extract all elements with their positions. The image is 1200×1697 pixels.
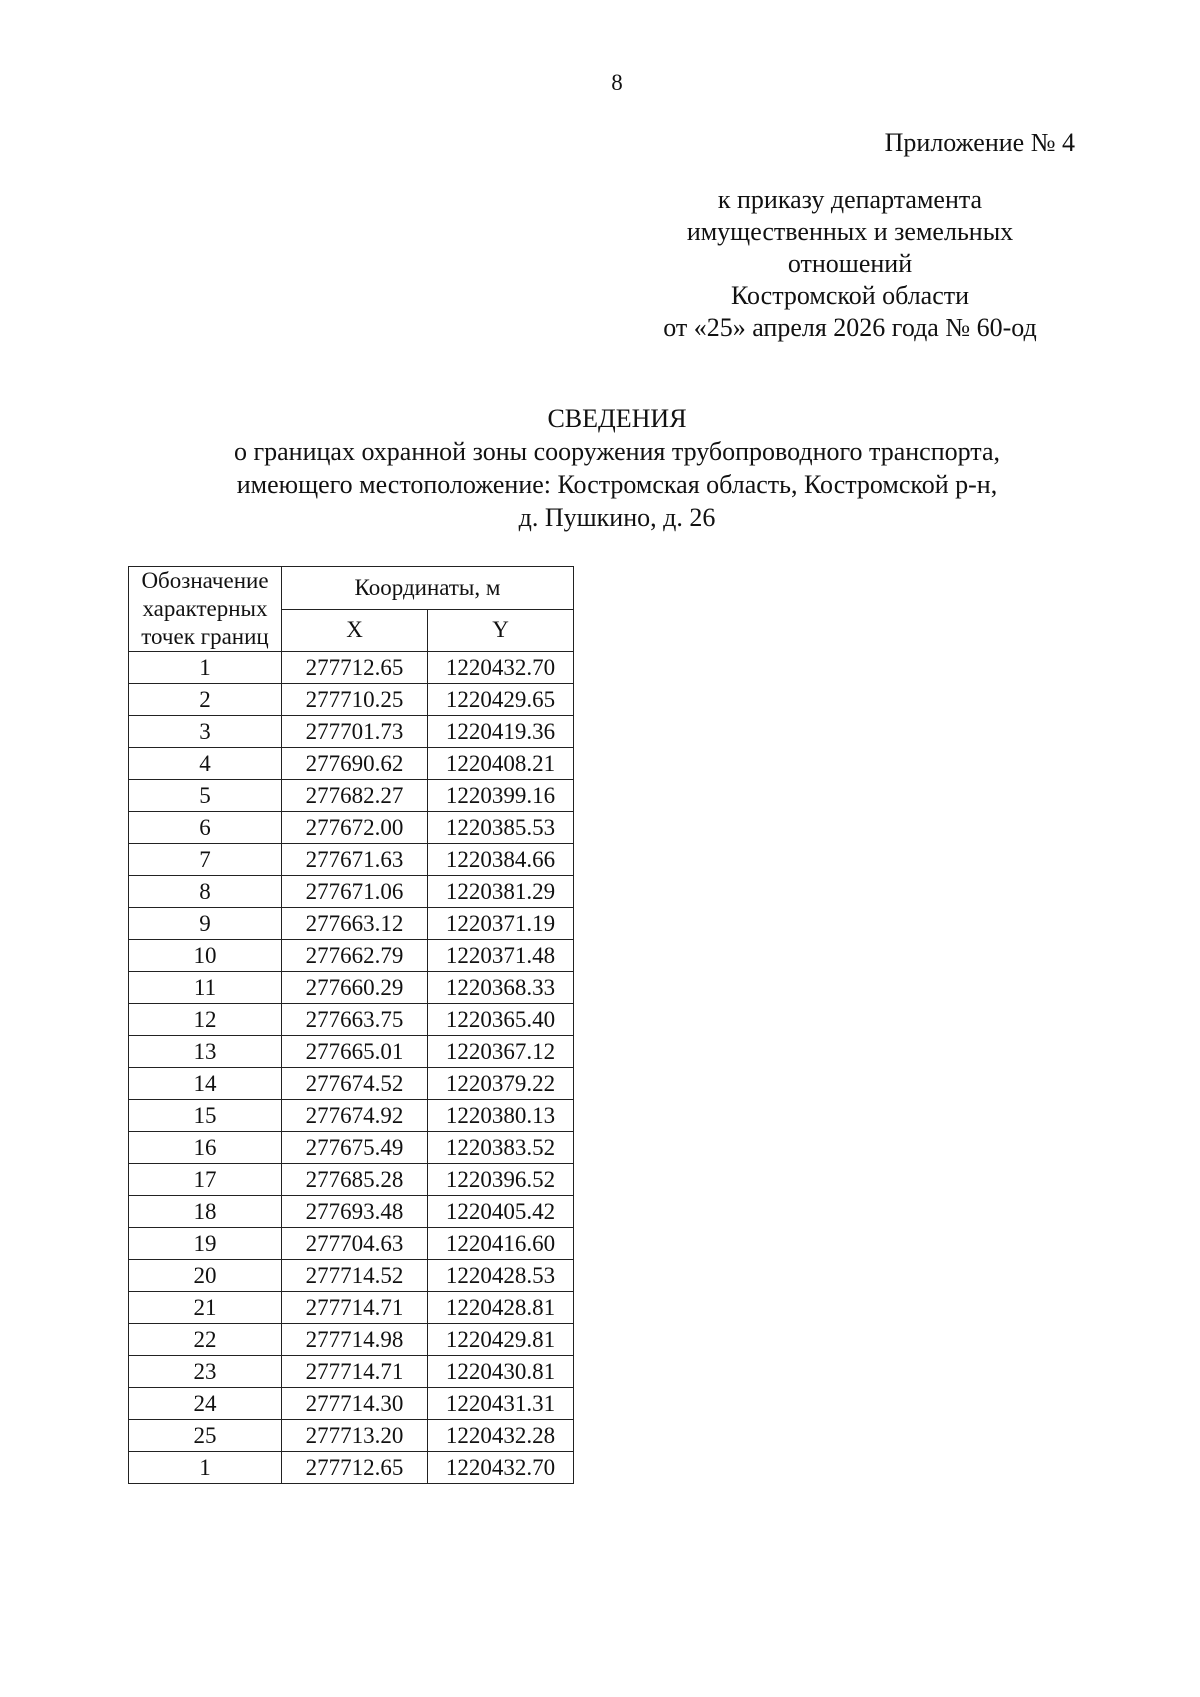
x-coordinate-cell: 277704.63 [282, 1228, 428, 1260]
point-number-cell: 18 [129, 1196, 282, 1228]
document-heading [0, 402, 1200, 534]
y-coordinate-cell: 1220428.81 [428, 1292, 574, 1324]
point-number-cell: 15 [129, 1100, 282, 1132]
point-number-cell: 24 [129, 1388, 282, 1420]
y-coordinate-cell: 1220371.19 [428, 908, 574, 940]
page-number: 8 [611, 70, 623, 95]
y-coordinate-cell: 1220396.52 [428, 1164, 574, 1196]
point-number-cell: 19 [129, 1228, 282, 1260]
table-row [129, 1260, 574, 1292]
y-coordinate-cell: 1220399.16 [428, 780, 574, 812]
x-coordinate-cell: 277714.71 [282, 1356, 428, 1388]
table-row [129, 972, 574, 1004]
x-coordinate-cell: 277714.52 [282, 1260, 428, 1292]
heading-title: СВЕДЕНИЯ [547, 404, 687, 433]
x-coordinate-cell: 277672.00 [282, 812, 428, 844]
x-coordinate-cell: 277714.30 [282, 1388, 428, 1420]
point-header-line: характерных [142, 596, 268, 621]
table-row [129, 876, 574, 908]
point-header-line: точек границ [141, 624, 269, 649]
table-row [129, 1228, 574, 1260]
point-number-cell: 13 [129, 1036, 282, 1068]
heading-line: имеющего местоположение: Костромская область, Костромской р-н, [236, 470, 998, 499]
y-coordinate-cell: 1220365.40 [428, 1004, 574, 1036]
y-header: Y [428, 609, 574, 652]
y-coordinate-cell: 1220368.33 [428, 972, 574, 1004]
y-coordinate-cell: 1220385.53 [428, 812, 574, 844]
point-number-cell: 4 [129, 748, 282, 780]
x-coordinate-cell: 277663.75 [282, 1004, 428, 1036]
x-coordinate-cell: 277671.63 [282, 844, 428, 876]
table-row [129, 1004, 574, 1036]
order-line: от «25» апреля 2026 года № 60-од [663, 313, 1037, 342]
point-number-cell: 5 [129, 780, 282, 812]
point-number-cell: 11 [129, 972, 282, 1004]
point-header [129, 567, 282, 652]
table-row [129, 716, 574, 748]
table-row [129, 1356, 574, 1388]
coordinates-table [128, 566, 574, 1484]
table-row [129, 1388, 574, 1420]
y-coordinate-cell: 1220379.22 [428, 1068, 574, 1100]
point-number-cell: 8 [129, 876, 282, 908]
y-coordinate-cell: 1220429.81 [428, 1324, 574, 1356]
point-number-cell: 23 [129, 1356, 282, 1388]
point-number-cell: 17 [129, 1164, 282, 1196]
point-number-cell: 7 [129, 844, 282, 876]
point-header-line: Обозначение [141, 568, 269, 593]
x-coordinate-cell: 277710.25 [282, 684, 428, 716]
order-line: Костромской области [730, 281, 970, 310]
order-line: к приказу департамента [717, 185, 983, 214]
x-coordinate-cell: 277690.62 [282, 748, 428, 780]
y-coordinate-cell: 1220384.66 [428, 844, 574, 876]
x-coordinate-cell: 277674.92 [282, 1100, 428, 1132]
table-row [129, 844, 574, 876]
table-row [129, 1036, 574, 1068]
table-row [129, 1420, 574, 1452]
point-number-cell: 14 [129, 1068, 282, 1100]
order-line: имущественных и земельных [686, 217, 1014, 246]
x-coordinate-cell: 277713.20 [282, 1420, 428, 1452]
y-coordinate-cell: 1220416.60 [428, 1228, 574, 1260]
x-coordinate-cell: 277682.27 [282, 780, 428, 812]
y-coordinate-cell: 1220367.12 [428, 1036, 574, 1068]
y-coordinate-cell: 1220428.53 [428, 1260, 574, 1292]
point-number-cell: 22 [129, 1324, 282, 1356]
y-coordinate-cell: 1220430.81 [428, 1356, 574, 1388]
x-coordinate-cell: 277660.29 [282, 972, 428, 1004]
order-line: отношений [787, 249, 913, 278]
y-coordinate-cell: 1220419.36 [428, 716, 574, 748]
y-coordinate-cell: 1220432.28 [428, 1420, 574, 1452]
point-number-cell: 21 [129, 1292, 282, 1324]
table-row [129, 1100, 574, 1132]
y-coordinate-cell: 1220405.42 [428, 1196, 574, 1228]
table-row [129, 780, 574, 812]
x-coordinate-cell: 277714.71 [282, 1292, 428, 1324]
x-coordinate-cell: 277665.01 [282, 1036, 428, 1068]
table-row [129, 1164, 574, 1196]
x-header: X [282, 609, 428, 652]
point-number-cell: 16 [129, 1132, 282, 1164]
point-number-cell: 20 [129, 1260, 282, 1292]
coordinates-table-body [129, 652, 574, 1484]
table-row [129, 908, 574, 940]
x-coordinate-cell: 277662.79 [282, 940, 428, 972]
point-number-cell: 2 [129, 684, 282, 716]
table-row [129, 812, 574, 844]
point-number-cell: 12 [129, 1004, 282, 1036]
point-number-cell: 3 [129, 716, 282, 748]
table-row [129, 1132, 574, 1164]
y-coordinate-cell: 1220432.70 [428, 652, 574, 684]
table-row [129, 1196, 574, 1228]
table-row [129, 1068, 574, 1100]
point-number-cell: 1 [129, 1452, 282, 1484]
y-coordinate-cell: 1220383.52 [428, 1132, 574, 1164]
x-coordinate-cell: 277714.98 [282, 1324, 428, 1356]
y-coordinate-cell: 1220432.70 [428, 1452, 574, 1484]
point-number-cell: 6 [129, 812, 282, 844]
x-coordinate-cell: 277675.49 [282, 1132, 428, 1164]
x-coordinate-cell: 277693.48 [282, 1196, 428, 1228]
coordinates-header: Координаты, м [282, 567, 574, 610]
y-coordinate-cell: 1220429.65 [428, 684, 574, 716]
point-number-cell: 10 [129, 940, 282, 972]
point-number-cell: 25 [129, 1420, 282, 1452]
x-coordinate-cell: 277712.65 [282, 652, 428, 684]
x-coordinate-cell: 277663.12 [282, 908, 428, 940]
table-row [129, 1292, 574, 1324]
y-coordinate-cell: 1220371.48 [428, 940, 574, 972]
x-coordinate-cell: 277674.52 [282, 1068, 428, 1100]
table-row [129, 652, 574, 684]
appendix-title: Приложение № 4 [884, 128, 1075, 157]
table-row [129, 748, 574, 780]
y-coordinate-cell: 1220381.29 [428, 876, 574, 908]
heading-line: о границах охранной зоны сооружения трубопроводного транспорта, [233, 437, 1001, 466]
table-row [129, 684, 574, 716]
x-coordinate-cell: 277712.65 [282, 1452, 428, 1484]
order-reference [590, 184, 1110, 344]
heading-line: д. Пушкино, д. 26 [518, 503, 716, 532]
y-coordinate-cell: 1220408.21 [428, 748, 574, 780]
table-row [129, 1324, 574, 1356]
point-number-cell: 9 [129, 908, 282, 940]
x-coordinate-cell: 277701.73 [282, 716, 428, 748]
point-number-cell: 1 [129, 652, 282, 684]
table-row [129, 1452, 574, 1484]
table-row [129, 940, 574, 972]
x-coordinate-cell: 277685.28 [282, 1164, 428, 1196]
y-coordinate-cell: 1220431.31 [428, 1388, 574, 1420]
y-coordinate-cell: 1220380.13 [428, 1100, 574, 1132]
x-coordinate-cell: 277671.06 [282, 876, 428, 908]
